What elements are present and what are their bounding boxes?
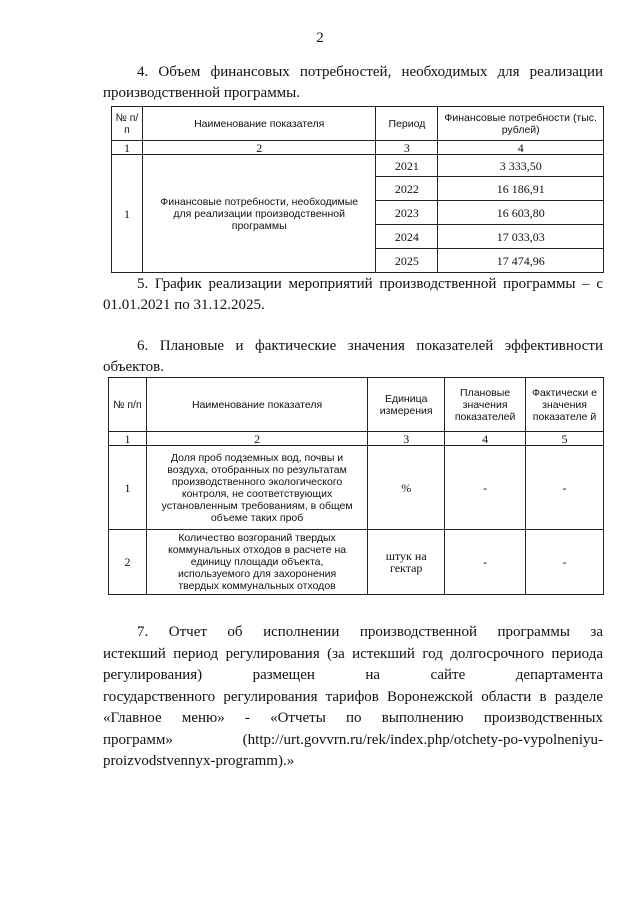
table1-colnum: 1 [112, 141, 143, 155]
table2-header-num: № п/п [109, 378, 147, 432]
table2-row-num: 2 [109, 530, 147, 595]
table2-row-name: Доля проб подземных вод, почвы и воздуха, отобранных по результатам производственного экологического контроля, не соответствующих установленным требованиям, в общем объеме таких проб [146, 446, 367, 530]
table1-header-num: № п/п [112, 107, 143, 141]
section-6-heading [103, 336, 603, 378]
section-6-line-1: 6. Плановые и фактические значения показателей эффективности [137, 338, 603, 354]
table2-header-plan: Плановые значения показателей [445, 378, 526, 432]
table-row [112, 155, 604, 177]
section-7-line-3: регулирования) размещен на сайте департамента [103, 667, 603, 683]
table-row [109, 530, 604, 595]
table2-row-num: 1 [109, 446, 147, 530]
section-5-line-1: 5. График реализации мероприятий производственной программы – с [137, 276, 603, 292]
section-4-heading [103, 62, 603, 104]
table1-period: 2023 [376, 201, 438, 225]
section-7-line-2: истекший период регулирования (за истекший год долгосрочного периода [103, 645, 603, 662]
table1-value: 16 603,80 [438, 201, 604, 225]
table1-colnum: 3 [376, 141, 438, 155]
table2-header-unit: Единица измерения [368, 378, 445, 432]
section-7-paragraph [103, 622, 603, 773]
section-4-line-1: 4. Объем финансовых потребностей, необходимых для реализации [137, 64, 603, 80]
table2-header-row [109, 378, 604, 432]
table2-header-name: Наименование показателя [146, 378, 367, 432]
table-row [109, 446, 604, 530]
table1-header-finance: Финансовые потребности (тыс. рублей) [438, 107, 604, 141]
table1-colnum: 2 [142, 141, 376, 155]
table1-indicator: Финансовые потребности, необходимые для реализации производственной программы [142, 155, 376, 273]
table2-header-fact: Фактически е значения показателе й [526, 378, 604, 432]
table1-value: 3 333,50 [438, 155, 604, 177]
table2-colnum: 5 [526, 432, 604, 446]
section-7-line-6: программ» (http://urt.govvrn.ru/rek/index.php/otchety-po-vypolneniyu- [103, 731, 603, 748]
page-number: 2 [316, 30, 324, 46]
table2-colnum: 3 [368, 432, 445, 446]
table2-row-unit: % [368, 446, 445, 530]
table2-colnum: 2 [146, 432, 367, 446]
table2-row-name: Количество возгораний твердых коммунальных отходов в расчете на единицу площади объекта, используемого для захоронения твердых коммунальных отходов [146, 530, 367, 595]
table1-period: 2021 [376, 155, 438, 177]
table1-period: 2024 [376, 225, 438, 249]
table2-row-plan: - [445, 530, 526, 595]
section-7-line-4: государственного регулирования тарифов Воронежской области в разделе [103, 688, 603, 705]
table1-period: 2025 [376, 249, 438, 273]
section-7-line-1: 7. Отчет об исполнении производственной программы за [137, 624, 603, 640]
table1-row-num: 1 [112, 155, 143, 273]
table2-colnum: 1 [109, 432, 147, 446]
section-5-line-2: 01.01.2021 по 31.12.2025. [103, 297, 265, 313]
table2-colnum: 4 [445, 432, 526, 446]
section-7-line-7: proizvodstvennyx-programm).» [103, 753, 295, 769]
table1-header-name: Наименование показателя [142, 107, 376, 141]
table1-period: 2022 [376, 177, 438, 201]
section-4-line-2: производственной программы. [103, 85, 301, 101]
table1-value: 16 186,91 [438, 177, 604, 201]
table1-header-period: Период [376, 107, 438, 141]
financial-needs-table [111, 106, 604, 273]
table1-colnum: 4 [438, 141, 604, 155]
efficiency-indicators-table [108, 377, 604, 595]
table2-colnum-row [109, 432, 604, 446]
table2-row-fact: - [526, 530, 604, 595]
table1-value: 17 033,03 [438, 225, 604, 249]
table1-colnum-row [112, 141, 604, 155]
section-7-line-5: «Главное меню» - «Отчеты по выполнению производственных [103, 710, 603, 726]
table1-header-row [112, 107, 604, 141]
table2-row-plan: - [445, 446, 526, 530]
table1-value: 17 474,96 [438, 249, 604, 273]
section-5-paragraph [103, 274, 603, 316]
table2-row-fact: - [526, 446, 604, 530]
section-6-line-2: объектов. [103, 359, 164, 375]
table2-row-unit: штук на гектар [368, 530, 445, 595]
